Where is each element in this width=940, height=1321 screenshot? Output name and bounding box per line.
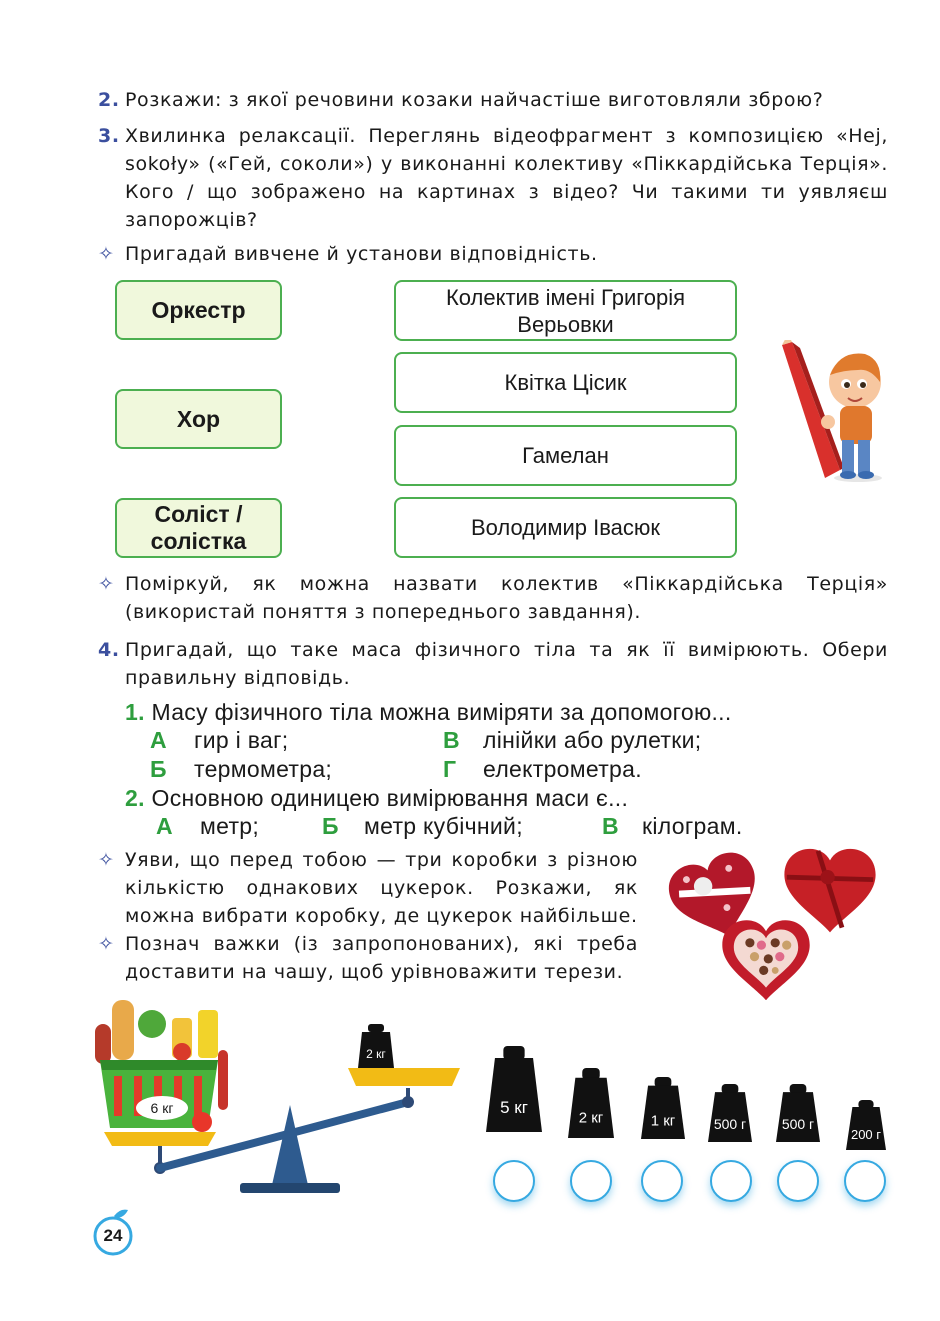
candy-boxes-illustration xyxy=(660,848,886,1000)
basket-weight-label: 6 кг xyxy=(150,1100,174,1116)
weight-label: 2 кг xyxy=(578,1109,604,1127)
question-2-number: 2. xyxy=(125,785,145,811)
imagine-instruction xyxy=(98,846,638,930)
q1-option-g-letter: Г xyxy=(443,756,457,782)
q2-option-v[interactable] xyxy=(602,812,743,841)
q1-option-a[interactable] xyxy=(150,726,288,755)
boy-with-pencil-illustration xyxy=(770,340,890,485)
star-icon: ✧ xyxy=(98,243,115,265)
weight-label: 500 г xyxy=(781,1116,815,1133)
q2-option-b-text: метр кубічний; xyxy=(364,813,523,839)
q2-option-a[interactable] xyxy=(156,812,259,841)
match-right-gamelan[interactable]: Гамелан xyxy=(394,425,737,486)
task-3 xyxy=(98,122,888,234)
weight-select-circle[interactable] xyxy=(844,1160,886,1202)
q1-option-b-letter: Б xyxy=(150,756,167,782)
q1-option-v[interactable] xyxy=(443,726,701,755)
question-1 xyxy=(125,698,732,727)
q2-option-a-letter: А xyxy=(156,813,173,839)
question-2-text: Основною одиницею вимірювання маси є... xyxy=(151,785,629,811)
question-1-text: Масу фізичного тіла можна виміряти за допомогою... xyxy=(151,699,732,725)
weight-select-circle[interactable] xyxy=(641,1160,683,1202)
weight-select-circle[interactable] xyxy=(493,1160,535,1202)
question-1-number: 1. xyxy=(125,699,145,725)
q2-option-b[interactable] xyxy=(322,812,523,841)
recall-text: Пригадай вивчене й установи відповідність. xyxy=(125,243,598,265)
weight-select-circle[interactable] xyxy=(710,1160,752,1202)
match-left-orchestra[interactable]: Оркестр xyxy=(115,280,282,340)
match-right-collective[interactable] xyxy=(394,280,737,341)
match-right-kvitka[interactable]: Квітка Цісик xyxy=(394,352,737,413)
task-4-number: 4. xyxy=(98,639,120,661)
weight-icon-1 xyxy=(486,1046,542,1132)
star-icon: ✧ xyxy=(98,849,115,871)
task-3-text: Хвилинка релаксації. Переглянь відеофрагмент з композицією «Hej, sokoły» («Гей, соколи») у виконанні колективу «Піккардійська Терція». Кого / що зображено на картинах з відео? Чи такими ти уявляєш запорожців? xyxy=(125,125,888,231)
match-left-choir[interactable]: Хор xyxy=(115,389,282,449)
q1-option-b-text: термометра; xyxy=(194,756,333,782)
weight-select-circle[interactable] xyxy=(777,1160,819,1202)
weight-label: 5 кг xyxy=(500,1098,528,1118)
bread-icon xyxy=(112,1000,134,1060)
q1-option-g-text: електрометра. xyxy=(483,756,642,782)
q1-option-a-letter: А xyxy=(150,727,167,753)
q1-option-a-text: гир і ваг; xyxy=(194,727,289,753)
imagine-text: Уяви, що перед тобою — три коробки з різною кількістю однакових цукерок. Розкажи, як можна вибрати коробку, де цукерок найбільше. xyxy=(125,849,638,927)
weight-icon-6 xyxy=(846,1100,886,1150)
weight-icon-5 xyxy=(776,1084,820,1142)
q2-option-v-text: кілограм. xyxy=(642,813,743,839)
balance-scale-illustration xyxy=(90,990,480,1200)
weight-icon-4 xyxy=(708,1084,752,1142)
q1-option-b[interactable] xyxy=(150,755,332,784)
q2-option-a-text: метр; xyxy=(200,813,260,839)
star-icon: ✧ xyxy=(98,573,115,595)
task-4-text: Пригадай, що таке маса фізичного тіла та як її вимірюють. Обери правильну відповідь. xyxy=(125,639,888,689)
task-2-number: 2. xyxy=(98,89,120,111)
match-right-ivasyuk[interactable]: Володимир Івасюк xyxy=(394,497,737,558)
q2-option-b-letter: Б xyxy=(322,813,339,839)
page-number: 24 xyxy=(103,1226,123,1245)
sausage-icon xyxy=(95,1024,111,1064)
task-4 xyxy=(98,636,888,692)
q1-option-v-text: лінійки або рулетки; xyxy=(483,727,702,753)
mark-instruction xyxy=(98,930,638,986)
q1-option-v-letter: В xyxy=(443,727,460,753)
star-icon: ✧ xyxy=(98,933,115,955)
weight-label: 200 г xyxy=(850,1127,882,1142)
task-2 xyxy=(98,86,888,114)
weight-label: 1 кг xyxy=(650,1112,676,1130)
task-3-number: 3. xyxy=(98,125,120,147)
task-2-text: Розкажи: з якої речовини козаки найчастіше виготовляли зброю? xyxy=(125,89,824,111)
q2-option-v-letter: В xyxy=(602,813,619,839)
q1-option-g[interactable] xyxy=(443,755,642,784)
weight-icon-3 xyxy=(641,1077,685,1139)
pan-weight-icon xyxy=(358,1024,394,1068)
mark-text: Познач важки (із запропонованих), які треба доставити на чашу, щоб урівноважити терези. xyxy=(125,933,638,983)
match-right-collective-label: Колектив імені Григорія Верьовки xyxy=(445,284,686,337)
pan-weight-label: 2 кг xyxy=(366,1047,386,1061)
think-instruction xyxy=(98,570,888,626)
question-2 xyxy=(125,784,628,813)
weight-icon-2 xyxy=(568,1068,614,1138)
weight-label: 500 г xyxy=(713,1116,747,1133)
weight-select-circle[interactable] xyxy=(570,1160,612,1202)
recall-instruction xyxy=(98,240,888,268)
think-text: Поміркуй, як можна назвати колектив «Піккардійська Терція» (використай поняття з попереднього завдання). xyxy=(125,573,888,623)
match-left-soloist[interactable]: Соліст / солістка xyxy=(115,498,282,558)
